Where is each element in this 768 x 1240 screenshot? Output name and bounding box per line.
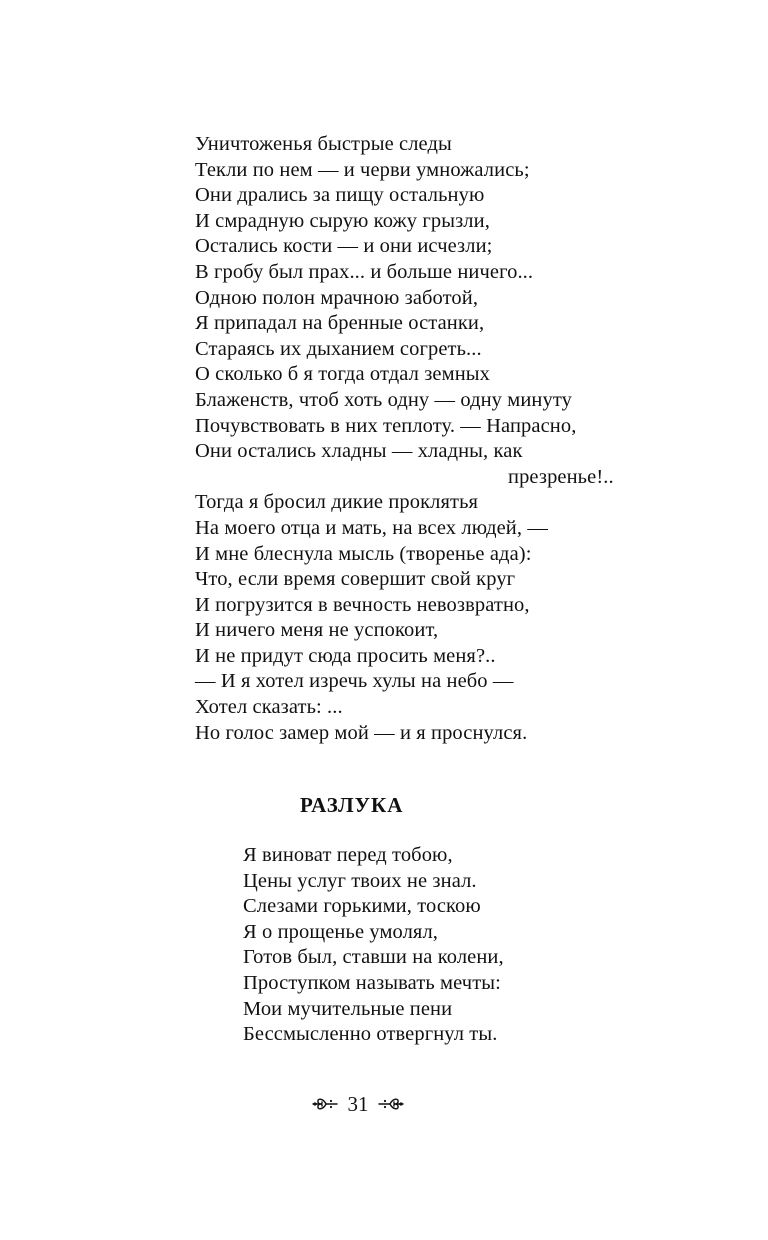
poem-line: Мои мучительные пени <box>243 997 453 1020</box>
poem-line: Они дрались за пищу остальную <box>195 184 485 207</box>
poem-continuation <box>195 132 655 746</box>
poem-line: Я о прощенье умолял, <box>243 920 439 943</box>
poem-title: РАЗЛУКА <box>300 793 404 817</box>
poem-line: Цены услуг твоих не знал. <box>243 869 477 892</box>
poem-line: Текли по нем — и черви умножались; <box>195 158 530 181</box>
poem-line: Тогда я бросил дикие проклятья <box>195 491 479 514</box>
poem-line: Что, если время совершит свой круг <box>195 568 516 591</box>
poem-line: Я виноват перед тобою, <box>243 844 453 866</box>
page-folio <box>312 1090 404 1118</box>
poem-line: Стараясь их дыханием согреть... <box>195 337 482 360</box>
poem-line: На моего отца и мать, на всех людей, — <box>195 516 548 539</box>
poem-line: Бессмысленно отвергнул ты. <box>243 1023 498 1046</box>
poem-line: Но голос замер мой — и я проснулся. <box>195 721 528 744</box>
poem-line: Слезами горькими, тоскою <box>243 895 481 918</box>
poem-line: Они остались хладны — хладны, как <box>195 440 523 463</box>
fleuron-right-icon <box>378 1096 404 1112</box>
fleuron-left-icon <box>312 1096 338 1112</box>
poem-line: Уничтоженья быстрые следы <box>195 133 452 155</box>
poem-line: Почувствовать в них теплоту. — Напрасно, <box>195 414 577 437</box>
poem-line-runover: презренье!.. <box>508 465 614 488</box>
poem-line: — И я хотел изречь хулы на небо — <box>195 670 514 693</box>
poem-line: И погрузится в вечность невозвратно, <box>195 593 530 616</box>
poem-line: Готов был, ставши на колени, <box>243 946 504 969</box>
poem-line: О сколько б я тогда отдал земных <box>195 363 490 386</box>
poem-line: Я припадал на бренные останки, <box>195 312 485 335</box>
poem-line: И не придут сюда просить меня?.. <box>195 644 496 667</box>
poem-line: Хотел сказать: ... <box>195 696 343 719</box>
poem-line: И смрадную сырую кожу грызли, <box>195 209 490 232</box>
poem-line: Одною полон мрачною заботой, <box>195 286 479 309</box>
poem-line: И ничего меня не успокоит, <box>195 619 439 642</box>
poem-line: В гробу был прах... и больше ничего... <box>195 260 534 283</box>
poem-line: И мне блеснула мысль (творенье ада): <box>195 542 532 565</box>
poem-line: Остались кости — и они исчезли; <box>195 235 493 258</box>
poem-line: Блаженств, чтоб хоть одну — одну минуту <box>195 388 572 411</box>
page-number: 31 <box>347 1092 369 1116</box>
poem-razluka <box>243 843 623 1048</box>
poem-line: Проступком называть мечты: <box>243 971 501 994</box>
